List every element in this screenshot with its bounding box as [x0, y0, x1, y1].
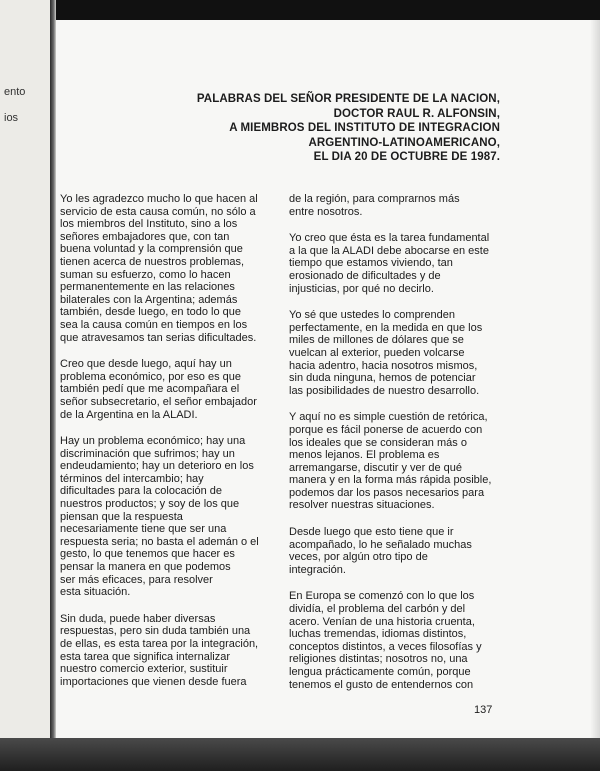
text-line: servicio de esta causa común, no sólo a: [60, 205, 256, 218]
text-line: porque es fácil ponerse de acuerdo con: [289, 423, 483, 436]
left-text-column: [60, 193, 265, 702]
paragraph: [289, 590, 501, 691]
text-line: Sin duda, puede haber diversas: [60, 612, 216, 625]
paragraph: [289, 526, 501, 576]
text-line: acompañado, lo he señalado muchas: [289, 538, 472, 551]
text-line: dificultades para la colocación de: [60, 485, 223, 498]
text-line: injusticias, por qué no decirlo.: [289, 282, 434, 295]
previous-page-strip: [0, 0, 50, 771]
text-line: En Europa se comenzó con lo que los: [289, 590, 475, 603]
paragraph: [60, 435, 265, 599]
text-line: gesto, lo que tenemos que hacer es: [60, 548, 235, 561]
paragraph: [60, 193, 265, 344]
text-line: entre nosotros.: [289, 205, 363, 218]
text-line: tienen acerca de nuestros problemas,: [60, 255, 245, 268]
text-line: sea la causa común en tiempos en los: [60, 318, 248, 331]
text-line: Y aquí no es simple cuestión de retórica,: [289, 411, 488, 424]
text-line: ser más eficaces, para resolver: [60, 573, 213, 586]
text-line: Creo que desde luego, aquí hay un: [60, 358, 232, 371]
text-line: dividía, el problema del carbón y del: [289, 603, 466, 616]
previous-page-fragment: ento: [4, 86, 26, 98]
text-line: tenemos el gusto de entendernos con: [289, 678, 474, 691]
text-line: Hay un problema económico; hay una: [60, 435, 246, 448]
page-shadow: [590, 20, 600, 738]
paragraph: [289, 232, 501, 295]
text-line: manera y en la forma más rápida posible,: [289, 474, 492, 487]
text-line: piensan que la respuesta: [60, 510, 183, 523]
text-line: Yo sé que ustedes lo comprenden: [289, 309, 455, 322]
text-line: perfectamente, en la medida en que los: [289, 321, 483, 334]
previous-page-fragment: ios: [4, 112, 19, 124]
title-line: A MIEMBROS DEL INSTITUTO DE INTEGRACION: [229, 122, 500, 134]
text-line: los miembros del Instituto, sino a los: [60, 218, 238, 231]
text-line: menos lejanos. El problema es: [289, 449, 440, 462]
text-line: buena voluntad y la comprensión que: [60, 243, 243, 256]
text-line: problema económico, por eso es que: [60, 370, 241, 383]
title-line: EL DIA 20 DE OCTUBRE DE 1987.: [313, 151, 500, 163]
text-line: de la región, para comprarnos más: [289, 193, 460, 205]
text-line: religiones distintas; nosotros no, una: [289, 653, 468, 666]
text-line: respuestas, pero sin duda también una: [60, 625, 251, 638]
text-line: miles de millones de dólares que se: [289, 334, 464, 347]
text-line: también, desde luego, en todo lo que: [60, 306, 242, 319]
page-number: 137: [474, 704, 493, 716]
paragraph: [289, 193, 501, 218]
text-line: las posibilidades de nuestro desarrollo.: [289, 384, 480, 397]
text-line: luchas tremendas, idiomas distintos,: [289, 628, 467, 641]
text-line: hacia adentro, hacia nosotros mismos,: [289, 359, 478, 372]
text-line: arremangarse, discutir y ver de qué: [289, 461, 463, 474]
text-line: señores embajadores que, con tan: [60, 230, 230, 243]
text-line: términos del intercambio; hay: [60, 472, 204, 485]
text-line: integración.: [289, 563, 346, 576]
text-line: de la Argentina en la ALADI.: [60, 408, 198, 421]
text-line: nuestros productos; y soy de los que: [60, 498, 240, 511]
title-line: ARGENTINO-LATINOAMERICANO,: [308, 136, 500, 149]
text-line: esta situación.: [60, 586, 131, 599]
text-line: bilaterales con la Argentina; además: [60, 293, 238, 306]
text-line: lengua prácticamente común, porque: [289, 666, 471, 678]
text-line: de ellas, es esta tarea por la integración,: [60, 638, 259, 650]
text-line: discriminación que sufrimos; hay un: [60, 447, 235, 460]
text-line: tiempo que estamos viviendo, tan: [289, 257, 453, 270]
page-title: [180, 92, 500, 165]
text-line: Desde luego que esto tiene que ir: [289, 526, 454, 539]
text-line: a la que la ALADI debe abocarse en este: [289, 244, 489, 257]
text-line: vuelcan al exterior, pueden volcarse: [289, 346, 465, 359]
text-line: resolver nuestras situaciones.: [289, 499, 435, 512]
text-line: acero. Venían de una historia cruenta,: [289, 615, 475, 628]
text-line: veces, por algún otro tipo de: [289, 551, 428, 564]
text-line: Yo les agradezco mucho lo que hacen al: [60, 193, 258, 205]
scan-bottom-border: [0, 738, 600, 771]
text-line: conceptos distintos, a veces filosofías y: [289, 640, 482, 653]
text-line: endeudamiento; hay un deterioro en los: [60, 460, 254, 473]
text-line: erosionado de dificultades y de: [289, 269, 441, 282]
scan-top-border: [0, 0, 600, 20]
page-binding-edge: [50, 0, 56, 771]
text-line: que atravesamos tan serias dificultades.: [60, 331, 257, 344]
text-line: esta tarea que significa internalizar: [60, 650, 230, 663]
paragraph: [289, 411, 501, 512]
right-text-column: [289, 193, 501, 705]
text-line: pensar la manera en que podemos: [60, 561, 231, 574]
text-line: respuesta seria; no basta el ademán o el: [60, 535, 259, 548]
title-line: DOCTOR RAUL R. ALFONSIN,: [333, 107, 500, 120]
text-line: suman su esfuerzo, como lo hacen: [60, 268, 231, 281]
title-line: PALABRAS DEL SEÑOR PRESIDENTE DE LA NACION,: [196, 93, 500, 105]
paragraph: [289, 309, 501, 397]
text-line: nuestro comercio exterior, sustituir: [60, 663, 228, 676]
text-line: sin duda ninguna, hemos de potenciar: [289, 372, 476, 385]
text-line: importaciones que vienen desde fuera: [60, 675, 247, 688]
text-line: necesariamente tiene que ser una: [60, 523, 227, 536]
text-line: señor subsecretario, el señor embajador: [60, 395, 257, 408]
paragraph: [60, 613, 265, 689]
text-line: permanentemente en las relaciones: [60, 281, 235, 294]
text-line: los ideales que se consideran más o: [289, 436, 467, 449]
paragraph: [60, 358, 265, 421]
text-line: Yo creo que ésta es la tarea fundamental: [289, 232, 490, 245]
text-line: podemos dar los pasos necesarios para: [289, 486, 485, 499]
text-line: también pedí que me acompañara el: [60, 383, 240, 396]
